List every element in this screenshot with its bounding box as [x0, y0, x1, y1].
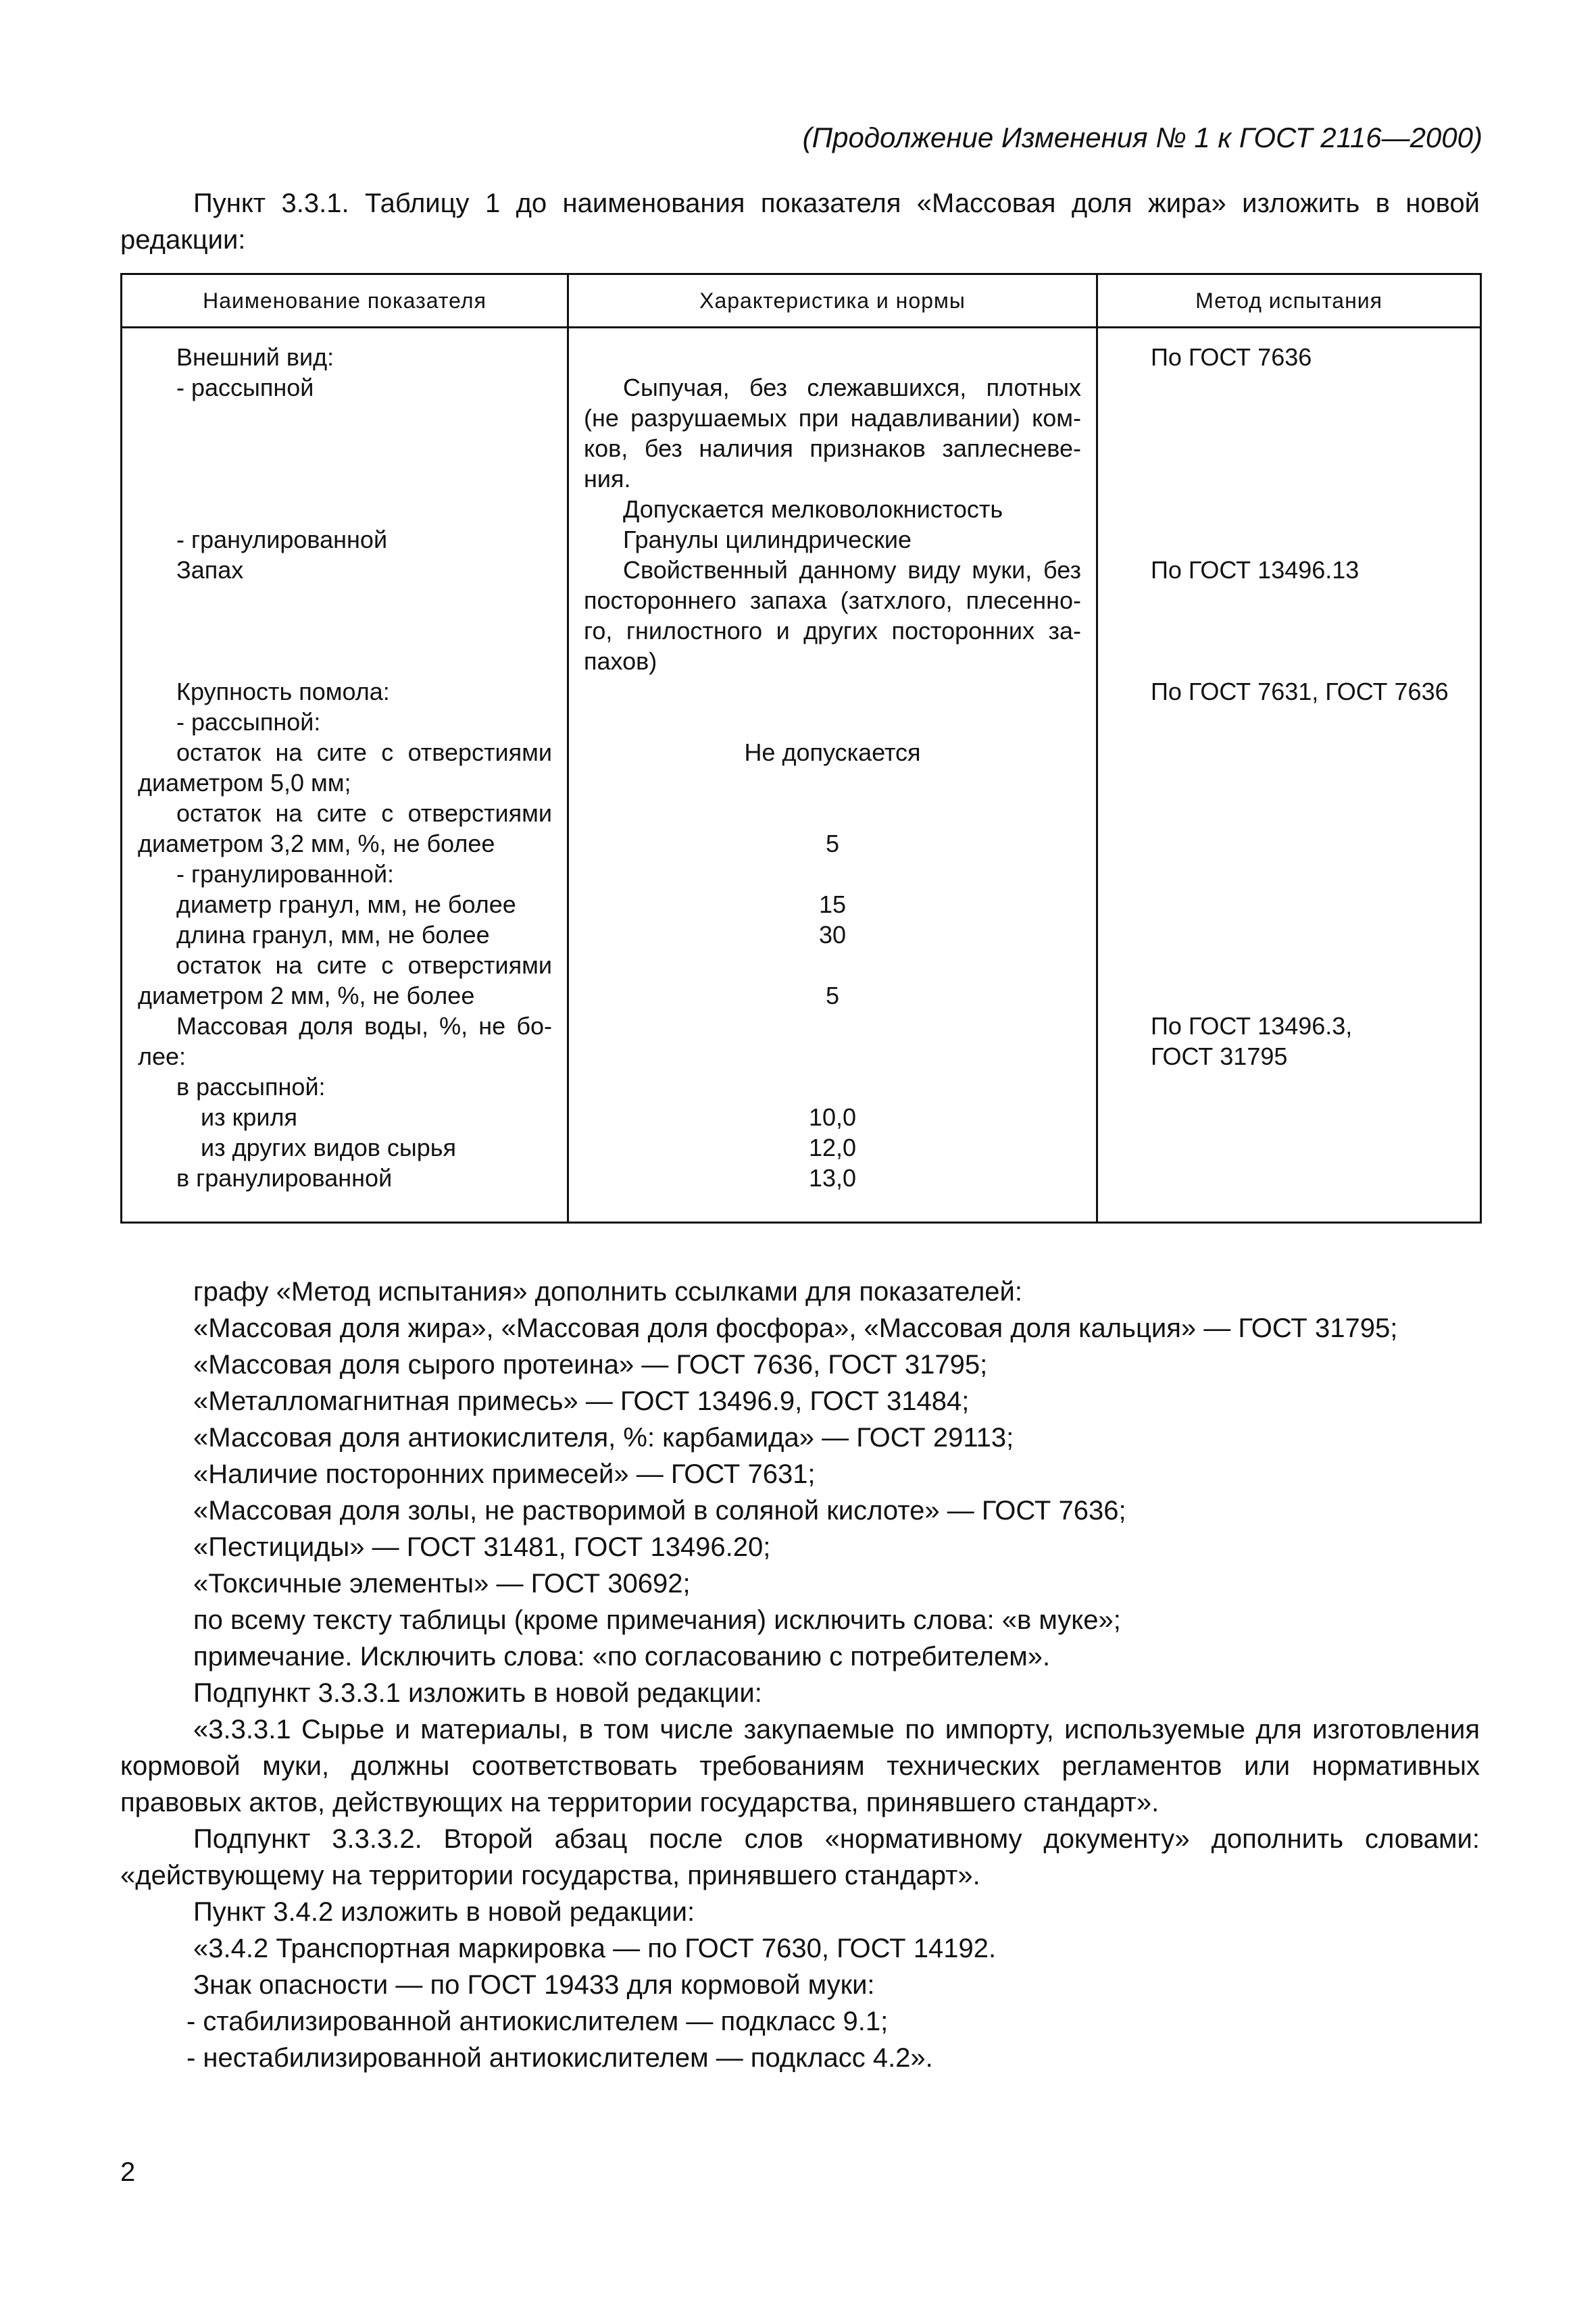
characteristic-line: Допускается мелковолокнистость: [623, 495, 1003, 523]
body-paragraph: «Массовая доля золы, не растворимой в соляной кислоте» — ГОСТ 7636;: [193, 1496, 1126, 1526]
indicator-line: Массовая доля воды, %, не бо-: [176, 1012, 552, 1040]
indicator-line: диаметром 2 мм, %, не более: [138, 982, 475, 1009]
indicator-line: длина гранул, мм, не более: [176, 921, 490, 949]
indicator-line: Запах: [176, 556, 244, 584]
characteristic-value: 5: [825, 982, 840, 1009]
characteristic-line: Свойственный данному виду муки, без: [623, 556, 1081, 584]
body-paragraph: - стабилизированной антиокислителем — подкласс 9.1;: [186, 2007, 889, 2036]
body-paragraph: Знак опасности — по ГОСТ 19433 для кормовой муки:: [193, 1970, 875, 2000]
body-paragraph: «Наличие посторонних примесей» — ГОСТ 7631;: [193, 1459, 816, 1489]
characteristic-value: 15: [818, 890, 847, 918]
running-header: (Продолжение Изменения № 1 к ГОСТ 2116—2000): [802, 122, 1482, 153]
characteristic-line: ков, без наличия признаков заплесневе-: [584, 434, 1081, 462]
indicator-line: из других видов сырья: [201, 1134, 457, 1161]
body-paragraph: Подпункт 3.3.3.1 изложить в новой редакции:: [193, 1678, 762, 1708]
body-paragraph: графу «Метод испытания» дополнить ссылками для показателей:: [193, 1277, 1023, 1307]
indicator-column: [122, 336, 568, 1223]
body-paragraph: «Токсичные элементы» — ГОСТ 30692;: [193, 1569, 691, 1599]
indicator-line: в гранулированной: [176, 1164, 393, 1192]
table-body-row: [122, 336, 1481, 1223]
header-indicator: Наименование показателя: [122, 274, 568, 328]
intro-paragraph: Пункт 3.3.1. Таблицу 1 до наименования показателя «Массовая доля жира» изложить в новой редакции:: [120, 188, 1480, 255]
body-paragraph: «Металломагнитная примесь» — ГОСТ 13496.9, ГОСТ 31484;: [193, 1386, 970, 1416]
indicator-line: диаметром 5,0 мм;: [138, 769, 351, 797]
indicator-line: диаметром 3,2 мм, %, не более: [138, 830, 495, 857]
body-paragraph: Пункт 3.4.2 изложить в новой редакции:: [193, 1897, 695, 1927]
characteristic-value: 13,0: [808, 1164, 857, 1192]
header-characteristics: Характеристика и нормы: [568, 274, 1097, 328]
indicator-line: остаток на сите с отверстиями: [176, 738, 552, 766]
characteristic-line: Сыпучая, без слежавшихся, плотных: [623, 374, 1081, 401]
body-paragraph: «Массовая доля сырого протеина» — ГОСТ 7636, ГОСТ 31795;: [193, 1350, 988, 1380]
indicator-line: лее:: [138, 1042, 186, 1070]
body-paragraph: Подпункт 3.3.3.2. Второй абзац после слов «нормативному документу» дополнить словами: «действующему на территории государства, принявшего стандарт».: [120, 1824, 1480, 1890]
indicator-line: Внешний вид:: [176, 343, 334, 371]
indicator-line: остаток на сите с отверстиями: [176, 799, 552, 827]
body-paragraph: примечание. Исключить слова: «по согласованию с потребителем».: [193, 1642, 1051, 1671]
characteristic-line: Гранулы цилиндрические: [623, 526, 912, 553]
indicator-line: - гранулированной: [176, 526, 388, 553]
header-test-method: Метод испытания: [1097, 274, 1481, 328]
page-number: 2: [120, 2157, 136, 2187]
test-method-line: По ГОСТ 7631, ГОСТ 7636: [1151, 678, 1449, 705]
body-paragraph: «Массовая доля антиокислителя, %: карбамида» — ГОСТ 29113;: [193, 1423, 1014, 1453]
body-paragraph: «Пестициды» — ГОСТ 31481, ГОСТ 13496.20;: [193, 1532, 771, 1562]
indicator-line: - рассыпной:: [176, 708, 321, 736]
indicator-line: диаметр гранул, мм, не более: [176, 890, 516, 918]
characteristic-value: 10,0: [808, 1103, 857, 1131]
body-paragraph: по всему тексту таблицы (кроме примечания) исключить слова: «в муке»;: [193, 1605, 1121, 1635]
characteristic-line: постороннего запаха (затхлого, плесенно-: [584, 586, 1081, 614]
characteristics-column: [568, 336, 1097, 1223]
indicator-line: Крупность помола:: [176, 678, 390, 705]
table-header-row: [122, 274, 1481, 328]
characteristic-value: 5: [825, 830, 840, 857]
indicator-line: из криля: [201, 1103, 297, 1131]
body-paragraph: «3.4.2 Транспортная маркировка — по ГОСТ 7630, ГОСТ 14192.: [193, 1934, 997, 1963]
characteristic-line: го, гнилостного и других посторонних за-: [584, 617, 1081, 645]
characteristic-line: ния.: [584, 465, 631, 493]
test-method-line: ГОСТ 31795: [1151, 1042, 1288, 1070]
indicator-line: остаток на сите с отверстиями: [176, 951, 552, 979]
test-method-line: По ГОСТ 13496.13: [1151, 556, 1360, 584]
characteristic-line: пахов): [584, 647, 657, 675]
characteristic-value: 30: [818, 921, 847, 949]
test-method-column: [1097, 336, 1481, 1223]
indicator-line: - рассыпной: [176, 374, 314, 401]
body-paragraph: «3.3.3.1 Сырье и материалы, в том числе закупаемые по импорту, используемые для изготовления кормовой муки, должны соответствовать требованиям технических регламентов или нормативных правовых актов, действующих на территории государства, принявшего стандарт».: [120, 1715, 1480, 1817]
test-method-line: По ГОСТ 13496.3,: [1151, 1012, 1353, 1040]
characteristic-value: 12,0: [808, 1134, 857, 1161]
body-paragraph: - нестабилизированной антиокислителем — подкласс 4.2».: [186, 2043, 933, 2073]
test-method-line: По ГОСТ 7636: [1151, 343, 1312, 371]
characteristic-line: (не разрушаемых при надавливании) ком-: [584, 404, 1081, 432]
indicator-line: в рассыпной:: [176, 1073, 326, 1101]
characteristic-value: Не допускается: [744, 738, 921, 766]
body-paragraph: «Массовая доля жира», «Массовая доля фосфора», «Массовая доля кальция» — ГОСТ 31795;: [193, 1313, 1398, 1343]
indicator-line: - гранулированной:: [176, 860, 395, 888]
spec-table: [120, 273, 1482, 1224]
